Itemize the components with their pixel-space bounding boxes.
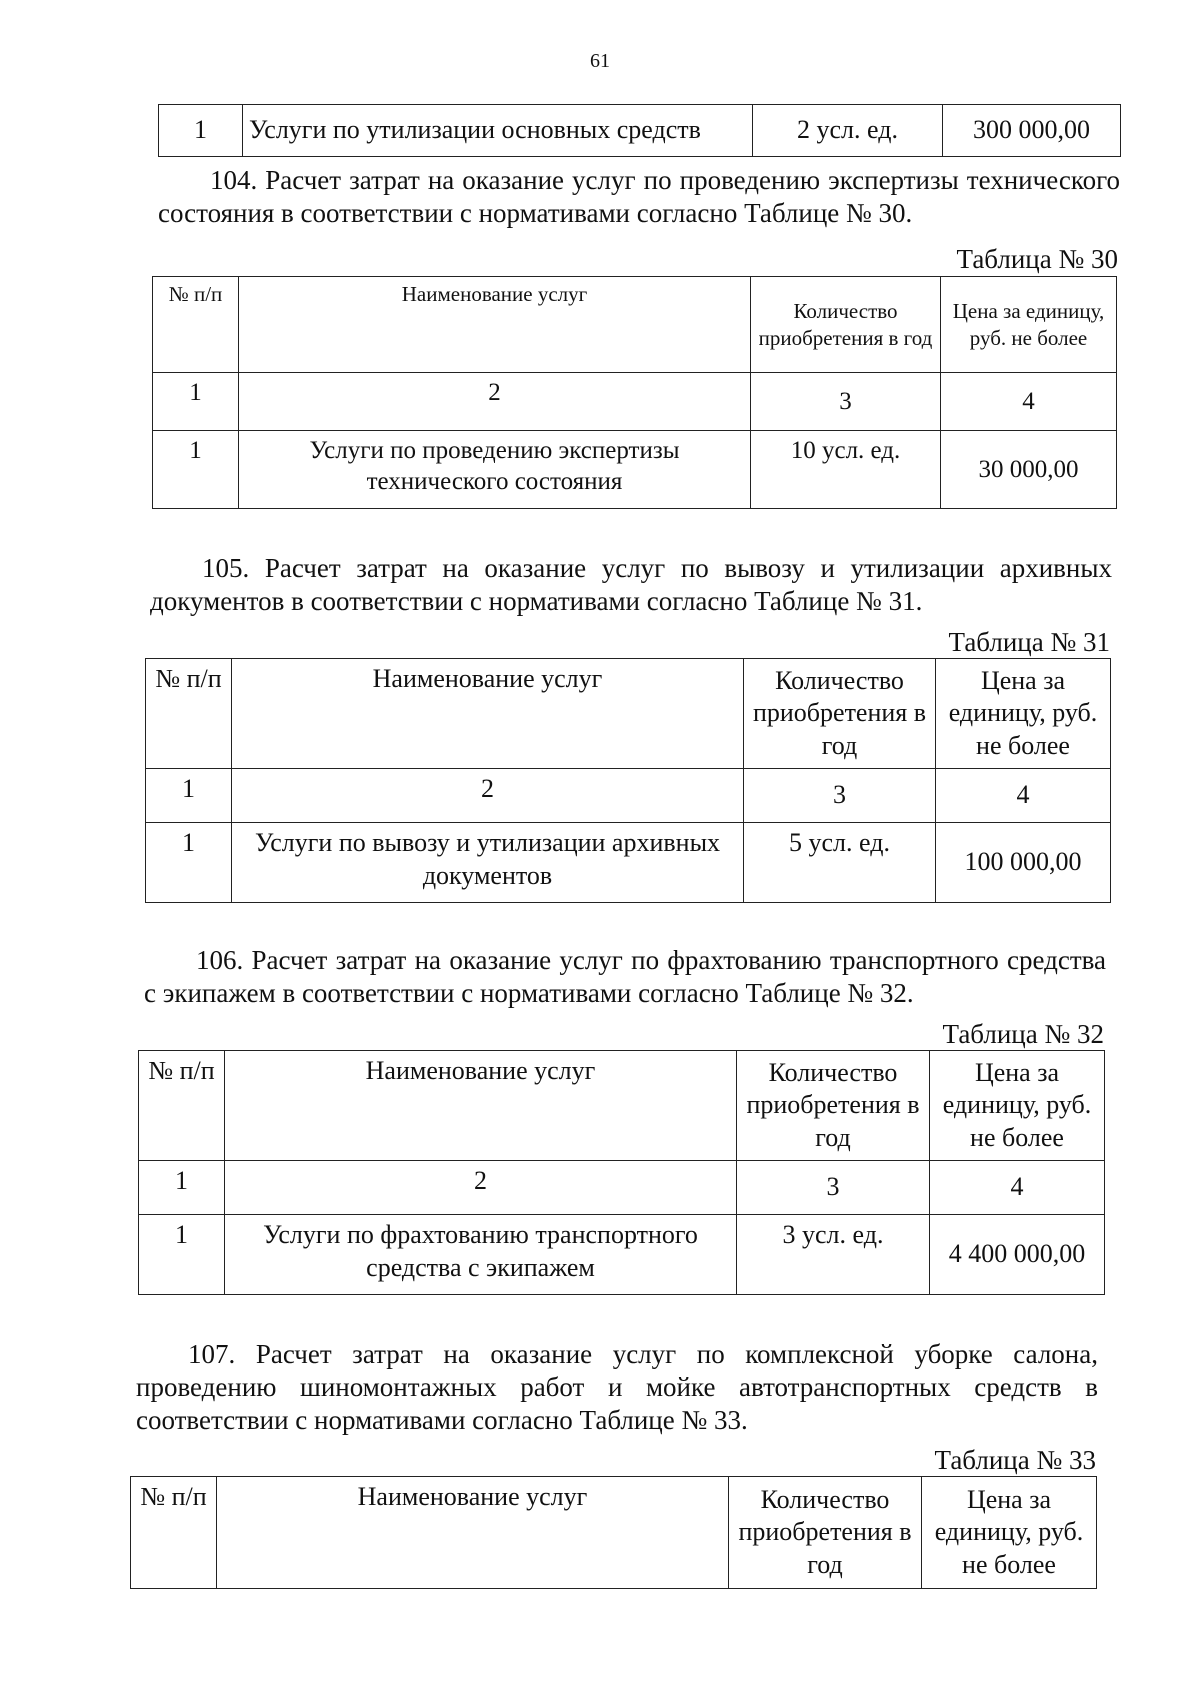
cell-service-name: Услуги по вывозу и утилизации архивных документов	[232, 823, 744, 903]
table-33	[130, 1476, 1097, 1589]
header-price: Цена за единицу, руб. не более	[930, 1051, 1105, 1161]
header-num: № п/п	[146, 659, 232, 769]
paragraph-104: 104. Расчет затрат на оказание услуг по проведению экспертизы технического состояния в соответствии с нормативами согласно Таблице № 30.	[158, 165, 1120, 228]
table-numbering-row	[153, 373, 1117, 431]
cell-price: 300 000,00	[943, 105, 1121, 157]
numbering-cell: 4	[930, 1161, 1105, 1215]
cell-quantity: 10 усл. ед.	[751, 431, 941, 509]
header-price: Цена за единицу, руб. не более	[936, 659, 1111, 769]
table-numbering-row	[146, 769, 1111, 823]
numbering-cell: 3	[751, 373, 941, 431]
cell-num: 1	[153, 431, 239, 509]
numbering-cell: 4	[936, 769, 1111, 823]
table-row	[159, 105, 1121, 157]
header-quantity: Количество приобретения в год	[737, 1051, 930, 1161]
numbering-cell: 1	[146, 769, 232, 823]
table-header-row	[139, 1051, 1105, 1161]
cell-price: 100 000,00	[936, 823, 1111, 903]
numbering-cell: 3	[737, 1161, 930, 1215]
table-row	[146, 823, 1111, 903]
header-service-name: Наименование услуг	[225, 1051, 737, 1161]
table-30	[152, 276, 1117, 509]
header-num: № п/п	[139, 1051, 225, 1161]
cell-price: 4 400 000,00	[930, 1215, 1105, 1295]
header-price: Цена за единицу, руб. не более	[922, 1477, 1097, 1589]
paragraph-106: 106. Расчет затрат на оказание услуг по фрахтованию транспортного средства с экипажем в соответствии с нормативами согласно Таблице № 32.	[144, 945, 1106, 1008]
table-row	[139, 1215, 1105, 1295]
table-header-row	[153, 277, 1117, 373]
numbering-cell: 3	[744, 769, 936, 823]
numbering-cell: 2	[232, 769, 744, 823]
page-number: 61	[590, 50, 610, 72]
cell-quantity: 2 усл. ед.	[753, 105, 943, 157]
table-caption-32: Таблица № 32	[942, 1019, 1104, 1049]
cell-service-name: Услуги по проведению экспертизы технического состояния	[239, 431, 751, 509]
header-service-name: Наименование услуг	[239, 277, 751, 373]
table-caption-33: Таблица № 33	[934, 1445, 1096, 1475]
header-price: Цена за единицу, руб. не более	[941, 277, 1117, 373]
header-quantity: Количество приобретения в год	[744, 659, 936, 769]
table-row	[153, 431, 1117, 509]
header-service-name: Наименование услуг	[232, 659, 744, 769]
cell-service-name: Услуги по фрахтованию транспортного средства с экипажем	[225, 1215, 737, 1295]
paragraph-107: 107. Расчет затрат на оказание услуг по комплексной уборке салона, проведению шиномонтажных работ и мойке автотранспортных средств в соответствии с нормативами согласно Таблице № 33.	[136, 1339, 1098, 1435]
cell-num: 1	[146, 823, 232, 903]
numbering-cell: 1	[139, 1161, 225, 1215]
paragraph-105: 105. Расчет затрат на оказание услуг по вывозу и утилизации архивных документов в соответствии с нормативами согласно Таблице № 31.	[150, 553, 1112, 616]
cell-quantity: 5 усл. ед.	[744, 823, 936, 903]
table-caption-31: Таблица № 31	[948, 627, 1110, 657]
cell-price: 30 000,00	[941, 431, 1117, 509]
numbering-cell: 2	[239, 373, 751, 431]
table-header-row	[131, 1477, 1097, 1589]
cell-num: 1	[139, 1215, 225, 1295]
header-num: № п/п	[131, 1477, 217, 1589]
cell-num: 1	[159, 105, 243, 157]
header-quantity: Количество приобретения в год	[751, 277, 941, 373]
header-service-name: Наименование услуг	[217, 1477, 729, 1589]
header-num: № п/п	[153, 277, 239, 373]
table-32	[138, 1050, 1105, 1295]
cell-quantity: 3 усл. ед.	[737, 1215, 930, 1295]
table-caption-30: Таблица № 30	[956, 244, 1118, 274]
header-quantity: Количество приобретения в год	[729, 1477, 922, 1589]
table-31	[145, 658, 1111, 903]
continued-table-row	[158, 104, 1121, 157]
cell-service-name: Услуги по утилизации основных средств	[243, 105, 753, 157]
table-header-row	[146, 659, 1111, 769]
table-numbering-row	[139, 1161, 1105, 1215]
numbering-cell: 1	[153, 373, 239, 431]
numbering-cell: 2	[225, 1161, 737, 1215]
numbering-cell: 4	[941, 373, 1117, 431]
